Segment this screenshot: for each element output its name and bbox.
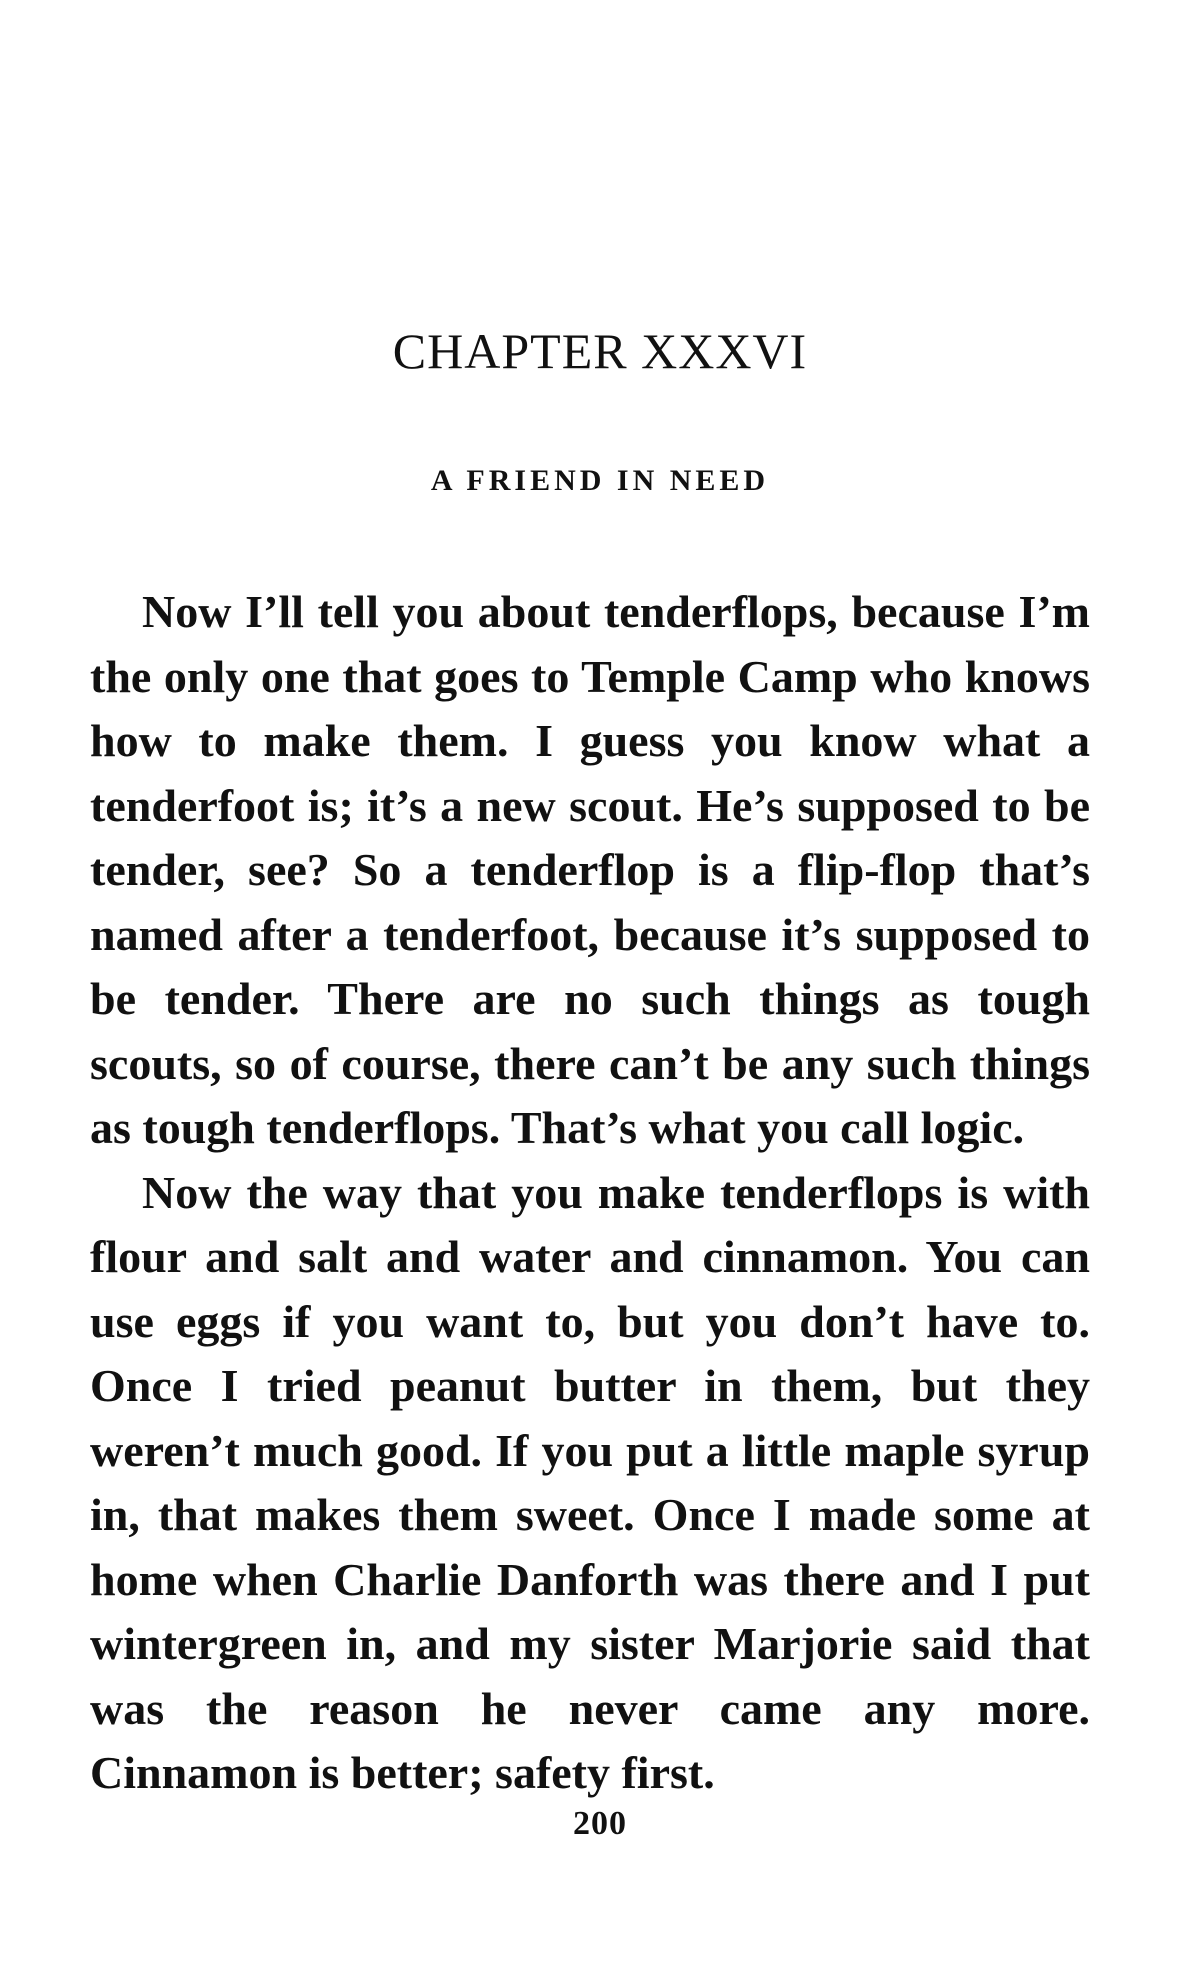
body-text (90, 580, 1090, 1806)
page-number: 200 (573, 1805, 627, 1842)
paragraph-1: Now I’ll tell you about tenderflops, because I’m the only one that goes to Temple Camp who knows how to make them. I guess you know what a tenderfoot is; it’s a new scout. He’s supposed to be tender, see? So a tenderflop is a flip-flop that’s named after a tenderfoot, because it’s supposed to be tender. There are no such things as tough scouts, so of course, there can’t be any such things as tough tenderflops. That’s what you call logic. (90, 586, 1090, 1153)
chapter-title: CHAPTER XXXVI (392, 323, 808, 379)
chapter-subtitle: A FRIEND IN NEED (430, 464, 770, 497)
paragraph-2: Now the way that you make tenderflops is with flour and salt and water and cinnamon. You can use eggs if you want to, but you don’t have to. Once I tried peanut butter in them, but they weren’t much good. If you put a little maple syrup in, that makes them sweet. Once I made some at home when Charlie Danforth was there and I put wintergreen in, and my sister Marjorie said that was the reason he never came any more. Cinnamon is better; safety first. (90, 1166, 1090, 1798)
